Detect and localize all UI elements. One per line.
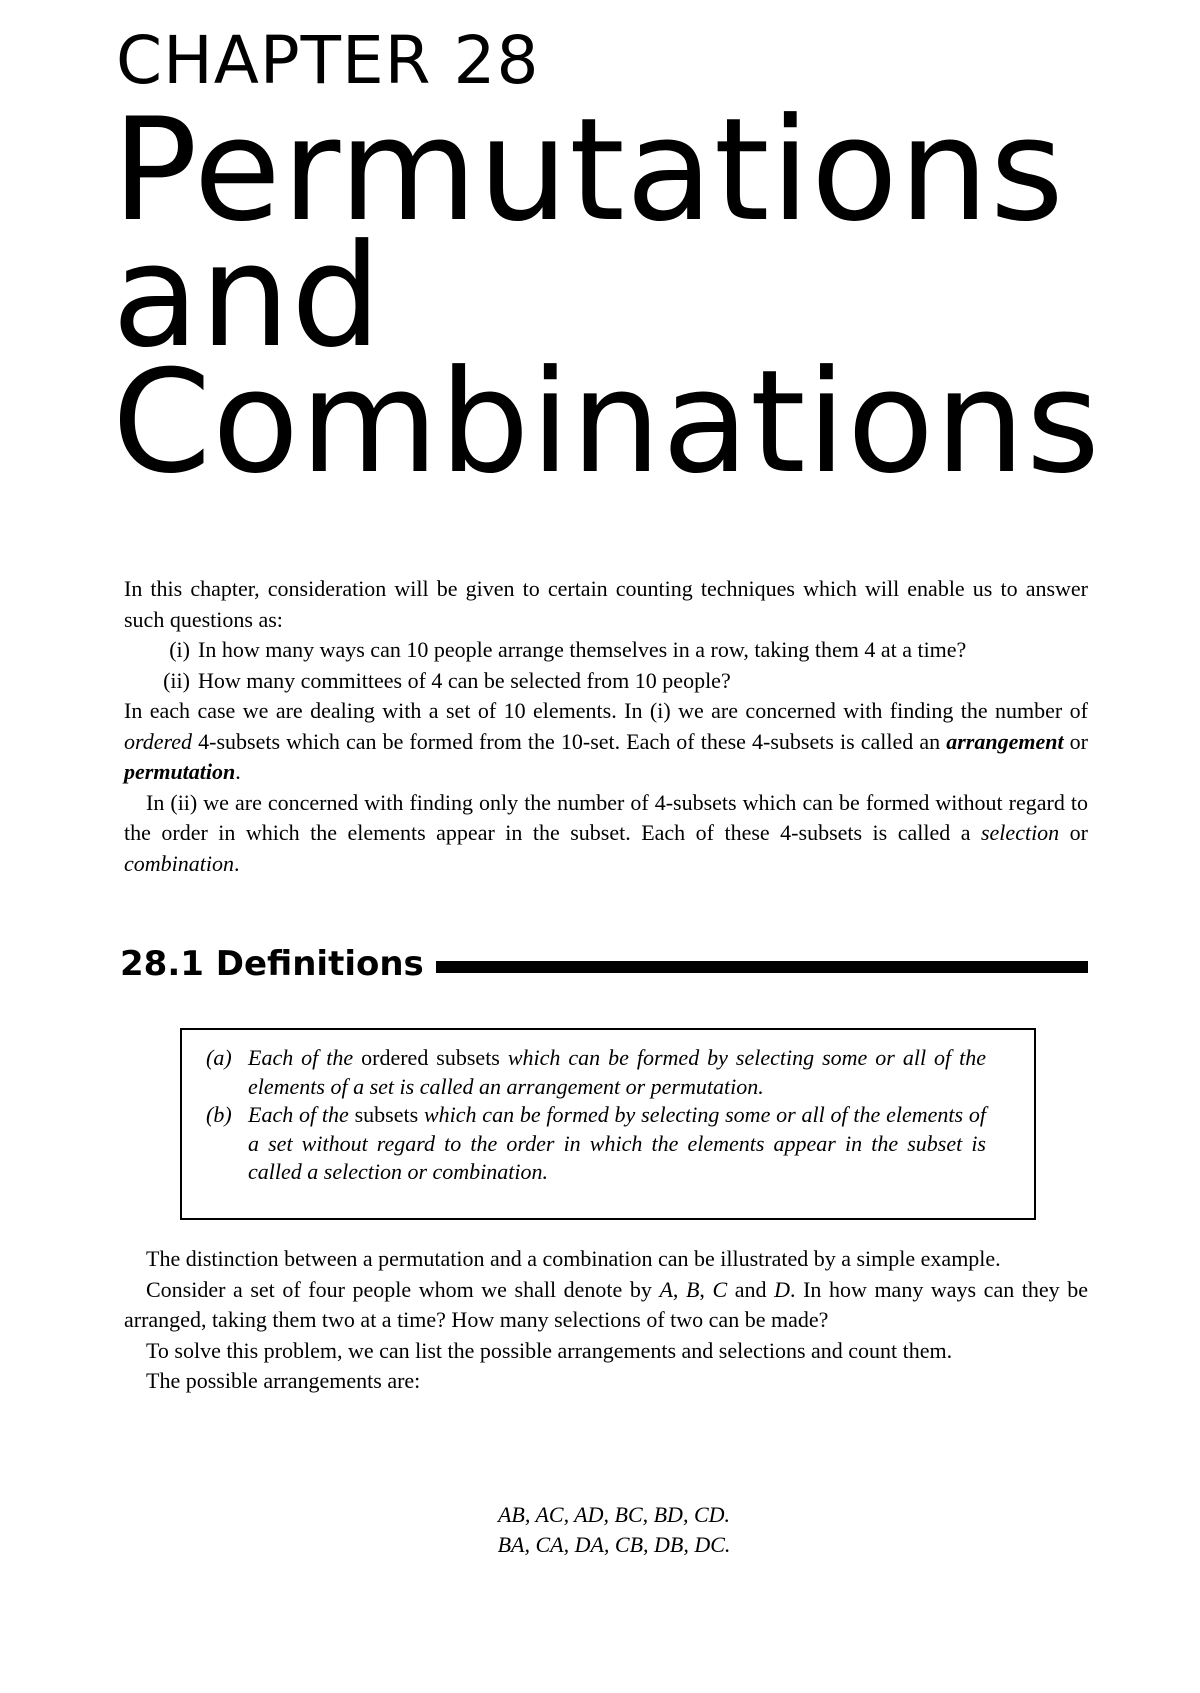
body-paragraph-2 [124,1275,1088,1336]
text-run: subsets [354,1102,419,1127]
question-list [124,635,1088,696]
text-run: or [1059,820,1089,845]
intro-paragraph-1: In this chapter, consideration will be given to certain counting techniques which will enable us to answer such questions as: [124,576,1088,632]
term-permutation: permutation [124,759,236,784]
body-paragraph-1: The distinction between a permutation and a combination can be illustrated by a simple example. [146,1246,1001,1271]
text-run: . In how many ways can they be arranged, taking them two at a time? How many selections of two can be made? [124,1276,1089,1332]
definition-item [206,1101,986,1187]
body-paragraph-3: To solve this problem, we can list the possible arrangements and selections and count them. [146,1337,953,1363]
list-item [124,635,1088,666]
question-number: (i) [169,637,190,662]
chapter-title-line-2: and [112,214,383,379]
chapter-title-line-3: Combinations [112,340,1101,505]
text-run: , [699,1276,713,1302]
text-run: which can be formed by selecting some or all of the elements of a set without regard to the order in which the elements appear in the subset is called a selection or combination. [248,1102,986,1184]
text-run: . [234,850,240,876]
section-title: 28.1 Definitions [120,944,424,984]
definition-text [248,1044,986,1101]
definitions-list [206,1044,986,1187]
text-run: or [1063,728,1088,754]
text-run: ordered subsets [361,1045,500,1070]
definition-label: (b) [206,1102,232,1127]
arrangements-line-1: AB, AC, AD, BC, BD, CD. [497,1502,731,1527]
arrangements-display [0,1500,1200,1560]
chapter-title-line-1: Permutations [112,88,1065,253]
definition-text [248,1101,986,1187]
question-text: How many committees of 4 can be selected from 10 people? [198,667,731,693]
variable-a: A [659,1276,673,1302]
variable-c: C [712,1276,728,1302]
section-heading [120,944,1088,984]
text-run: which can be formed by selecting some or all of the elements of a set is called an arrangement or permutation. [248,1045,986,1099]
text-run: Each of the [248,1045,362,1070]
term-combination: combination [124,850,234,876]
question-text: In how many ways can 10 people arrange themselves in a row, taking them 4 at a time? [198,637,967,662]
text-run: 4-subsets which can be formed from the 10-set. Each of these 4-subsets is called an [192,728,947,754]
body-section [124,1244,1088,1397]
chapter-label: CHAPTER 28 [116,22,540,99]
definition-item [206,1044,986,1101]
question-number: (ii) [163,667,190,693]
list-item [124,666,1088,697]
chapter-title [112,88,1101,505]
text-run: In (ii) we are concerned with finding only the number of 4-subsets which can be formed without regard to the order in which the elements appear in the subset. Each of these 4-subsets is called a [124,789,1088,845]
variable-b: B [685,1276,700,1302]
text-run: . [235,759,241,784]
variable-d: D [774,1276,790,1302]
arrangements-line-2: BA, CA, DA, CB, DB, DC. [497,1532,731,1557]
text-run: , [672,1276,686,1302]
intro-section [124,574,1088,879]
text-run: In each case we are dealing with a set of 10 elements. In (i) we are concerned with finding the number of [124,698,1088,723]
term-arrangement: arrangement [946,728,1064,754]
definition-label: (a) [206,1045,232,1070]
body-paragraph-4: The possible arrangements are: [146,1368,421,1393]
text-run: Consider a set of four people whom we shall denote by [146,1276,660,1302]
term-selection: selection [980,820,1060,845]
intro-paragraph-3 [124,788,1088,880]
text-run: Each of the [248,1102,355,1127]
emphasis-ordered: ordered [124,728,193,754]
text-run: and [727,1276,775,1302]
intro-paragraph-2 [124,696,1088,788]
section-rule [436,961,1088,973]
definitions-box [180,1028,1036,1220]
